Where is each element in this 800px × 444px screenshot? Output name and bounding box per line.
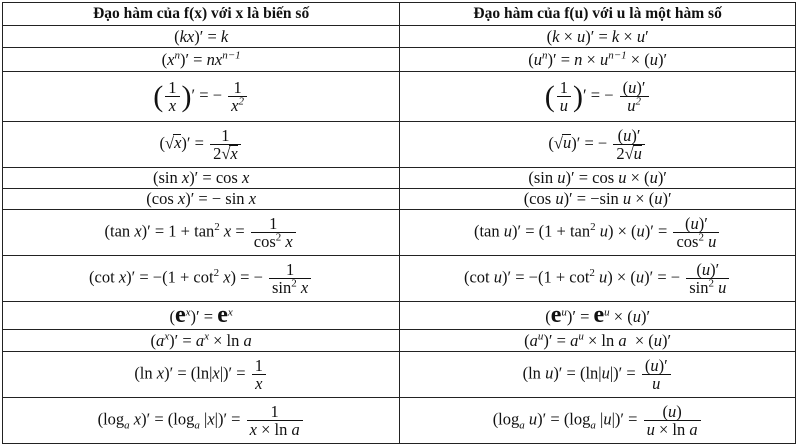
formula-right: (tan $u)' = (1 + \tan^2 u) \times (u)'$ = $\frac{(u)'}{\cos^2 u}$ bbox=[400, 210, 796, 256]
formula-left: $(a^x)' = a^x \times \ln a$ bbox=[3, 330, 400, 352]
table-row bbox=[3, 48, 796, 72]
formula-right: ( $\frac{1}{u}$ ) ′ = − $\frac{(u)'}{u^2}$ bbox=[400, 72, 796, 122]
formula-left: (ln x)′ = (ln|x|)′ = $\frac{1}{x}$ bbox=[3, 352, 400, 398]
table-row bbox=[3, 122, 796, 168]
formula-right: $(u^n)' = n \times u^{n-1} \times (u)'$ bbox=[400, 48, 796, 72]
formula-left: (tan $x)' = 1 + \tan^2 x$ = $\frac{1}{\cos^2 x}$ bbox=[3, 210, 400, 256]
formula-left: (cot $x)' = -(1 + \cot^2 x)$ = − $\frac{1}{\sin^2 x}$ bbox=[3, 256, 400, 302]
formula-right: (cot $u)' = -(1 + \cot^2 u) \times (u)'$ = − $\frac{(u)'}{\sin^2 u}$ bbox=[400, 256, 796, 302]
formula-right: (k × u)′ = k × u′ bbox=[400, 26, 796, 48]
formula-left: ($\log_a$ $x)' = (\log_a$ |x|)′ = $\frac{1}{\text{x × ln a}}$ bbox=[3, 398, 400, 444]
table-row bbox=[3, 168, 796, 189]
table-row bbox=[3, 302, 796, 330]
formula-right: ($\log_a$ $u)' = (\log_a$ |u|)′ = $\frac{(u)}{\text{u × ln a}}$ bbox=[400, 398, 796, 444]
formula-right: (cos u)′ = −sin u × (u)′ bbox=[400, 189, 796, 210]
formula-left: ( $\frac{1}{x}$ ) ′ = − $\frac{1}{x^2}$ bbox=[3, 72, 400, 122]
table-row bbox=[3, 210, 796, 256]
formula-left: $(e^x)' = e^x$ bbox=[3, 302, 400, 330]
formula-left: (sin x)′ = cos x bbox=[3, 168, 400, 189]
formula-right: (√u)′ = − $\frac{(u)'}{2√u}$ bbox=[400, 122, 796, 168]
header-variable: Đạo hàm của f(x) với x là biến số bbox=[3, 3, 400, 26]
formula-right: (sin u)′ = cos u × (u)′ bbox=[400, 168, 796, 189]
derivative-table bbox=[2, 2, 796, 444]
table-row bbox=[3, 72, 796, 122]
formula-left: (kx)′ = k bbox=[3, 26, 400, 48]
formula-right: (ln u)′ = (ln|u|)′ = $\frac{(u)'}{u}$ bbox=[400, 352, 796, 398]
formula-left: $(x^n)' = nx^{n-1}$ bbox=[3, 48, 400, 72]
table-row bbox=[3, 26, 796, 48]
formula-left: (√x)′ = $\frac{1}{2√x}$ bbox=[3, 122, 400, 168]
table-row bbox=[3, 352, 796, 398]
table-row bbox=[3, 256, 796, 302]
table-row bbox=[3, 330, 796, 352]
formula-right: $(a^u)' = a^u \times \ln a \times (u)'$ bbox=[400, 330, 796, 352]
formula-left: (cos x)′ = − sin x bbox=[3, 189, 400, 210]
header-row bbox=[3, 3, 796, 26]
formula-right: $(e^u)' = e^u \times (u)'$ bbox=[400, 302, 796, 330]
table-row bbox=[3, 398, 796, 444]
table-row bbox=[3, 189, 796, 210]
header-function: Đạo hàm của f(u) với u là một hàm số bbox=[400, 3, 796, 26]
